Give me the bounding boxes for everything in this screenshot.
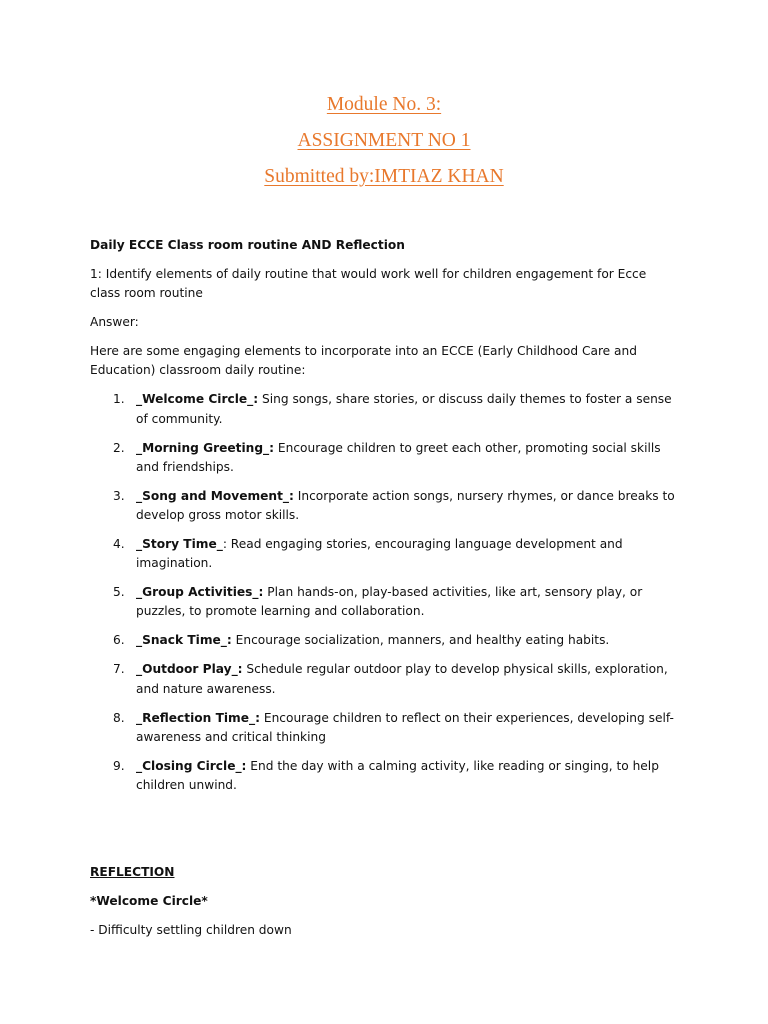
list-number: 4. <box>113 537 125 552</box>
list-number: 8. <box>113 710 125 725</box>
list-item-text: Sing songs, share stories, or discuss daily themes to foster a sense of community. <box>136 392 672 426</box>
list-item-text: Encourage socialization, manners, and healthy eating habits. <box>231 633 610 648</box>
routine-list <box>90 390 680 795</box>
list-item-title: _Welcome Circle_: <box>136 392 259 407</box>
list-item-title: _Closing Circle_: <box>136 758 247 773</box>
list-item <box>90 535 680 573</box>
list-number: 9. <box>113 758 125 773</box>
document-body <box>90 236 680 950</box>
assignment-title: ASSIGNMENT NO 1 <box>297 130 471 151</box>
list-number: 3. <box>113 488 125 503</box>
list-item <box>90 660 680 698</box>
reflection-point: - Difficulty settling children down <box>90 923 292 938</box>
list-item-title: _Song and Movement_: <box>136 488 294 503</box>
list-item-title: _Morning Greeting_: <box>136 440 275 455</box>
list-item-text: End the day with a calming activity, like reading or singing, to help children unwind. <box>136 758 659 793</box>
list-item-title: _Outdoor Play_: <box>136 662 243 677</box>
module-title: Module No. 3: <box>326 94 442 115</box>
list-number: 5. <box>113 585 125 600</box>
list-item <box>90 390 680 428</box>
list-item-text: Plan hands-on, play-based activities, like art, sensory play, or puzzles, to promote learning and collaboration. <box>136 585 643 619</box>
section-title: Daily ECCE Class room routine AND Reflection <box>90 238 405 252</box>
list-item-text: Encourage children to reflect on their experiences, developing self-awareness and critical thinking <box>136 710 674 744</box>
list-item-text: Incorporate action songs, nursery rhymes, or dance breaks to develop gross motor skills. <box>136 488 675 523</box>
list-item <box>90 439 680 477</box>
reflection-subheading: *Welcome Circle* <box>90 894 208 909</box>
title-block <box>0 93 768 201</box>
list-item-title: _Snack Time_: <box>136 633 232 648</box>
list-item <box>90 709 680 747</box>
reflection-heading: REFLECTION <box>90 865 175 880</box>
answer-intro: Here are some engaging elements to incorporate into an ECCE (Early Childhood Care and Education) classroom daily routine: <box>90 344 637 378</box>
section-spacer <box>90 805 680 863</box>
question-text: 1: Identify elements of daily routine that would work well for children engagement for Ecce class room routine <box>90 267 647 301</box>
list-item-text: Schedule regular outdoor play to develop physical skills, exploration, and nature awareness. <box>136 662 668 696</box>
list-number: 6. <box>113 633 125 648</box>
list-number: 1. <box>113 392 125 407</box>
list-item-title: _Reflection Time_: <box>136 710 260 725</box>
list-item <box>90 757 680 795</box>
list-item-text: : Read engaging stories, encouraging language development and imagination. <box>136 537 623 571</box>
list-number: 7. <box>113 662 125 677</box>
list-item <box>90 487 680 525</box>
list-item-title: _Story Time_ <box>136 537 223 552</box>
answer-label: Answer: <box>90 315 139 330</box>
list-item-text: Encourage children to greet each other, promoting social skills and friendships. <box>136 440 661 474</box>
list-number: 2. <box>113 440 125 455</box>
list-item <box>90 631 680 650</box>
list-item <box>90 583 680 621</box>
submitted-by: Submitted by:IMTIAZ KHAN <box>264 166 504 187</box>
list-item-title: _Group Activities_: <box>136 585 264 600</box>
